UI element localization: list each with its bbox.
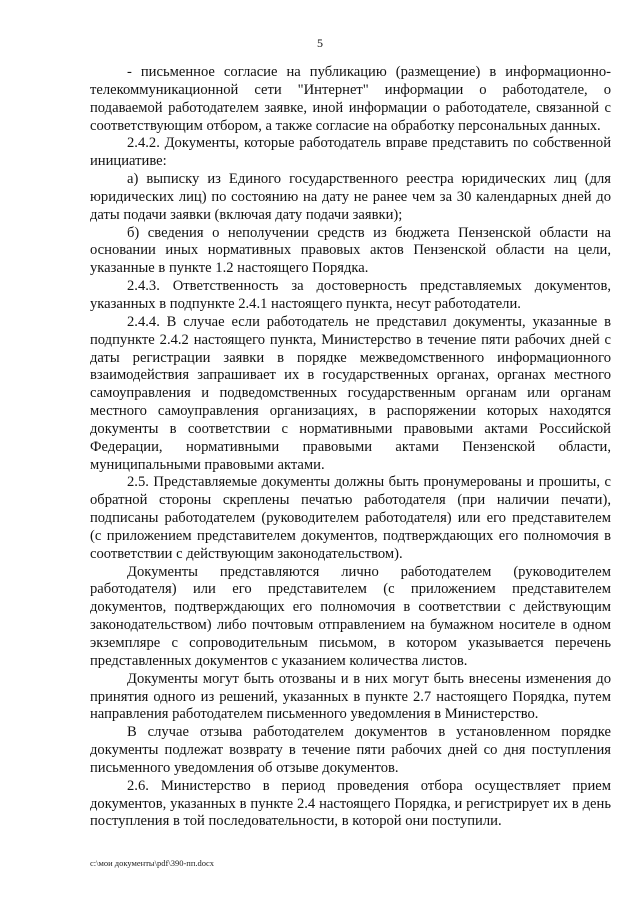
paragraph-consent-publication: - письменное согласие на публикацию (размещение) в информационно-телекоммуникационной сети "Интернет" информации о работодателе, о подаваемой работодателем заявке, иной информации о работодателе, связанной с соответствующим отбором, а также согласие на обработку персональных данных. bbox=[90, 64, 611, 134]
paragraph-2-5-submission: Документы представляются лично работодателем (руководителем работодателя) или его представителем (с приложением представителем документов, подтверждающих его полномочия в соответствии с действующим законодательством) либо почтовым отправлением на бумажном носителе в одном экземпляре с сопроводительным письмом, в котором указывается перечень представленных документов с указанием количества листов. bbox=[90, 563, 611, 669]
document-body bbox=[90, 64, 611, 831]
paragraph-2-4-4: 2.4.4. В случае если работодатель не представил документы, указанные в подпункте 2.4.2 настоящего пункта, Министерство в течение пяти рабочих дней с даты регистрации заявки в порядке межведомственного информационного взаимодействия запрашивает их в государственных органах, органах местного самоуправления и подведомственных государственным органам или органам местного самоуправления организациях, в распоряжении которых находятся документы в соответствии с нормативными правовыми актами Российской Федерации, нормативными правовыми актами Пензенской области, муниципальными правовыми актами. bbox=[90, 313, 611, 473]
paragraph-2-6: 2.6. Министерство в период проведения отбора осуществляет прием документов, указанных в пункте 2.4 настоящего Порядка, и регистрирует их в день поступления в той последовательности, в которой они поступили. bbox=[90, 777, 611, 830]
paragraph-2-5-return: В случае отзыва работодателем документов в установленном порядке документы подлежат возврату в течение пяти рабочих дней со дня поступления письменного уведомления об отзыве документов. bbox=[90, 724, 611, 776]
page-number: 5 bbox=[317, 36, 323, 50]
paragraph-2-5-withdrawal: Документы могут быть отозваны и в них могут быть внесены изменения до принятия одного из решений, указанных в пункте 2.7 настоящего Порядка, путем направления работодателем письменного уведомления в Министерство. bbox=[90, 670, 611, 723]
paragraph-2-4-3: 2.4.3. Ответственность за достоверность представляемых документов, указанных в подпункте 2.4.1 настоящего пункта, несут работодатели. bbox=[90, 278, 611, 312]
paragraph-2-4-2-a: а) выписку из Единого государственного реестра юридических лиц (для юридических лиц) по состоянию на дату не ранее чем за 30 календарных дней до даты подачи заявки (включая дату подачи заявки); bbox=[90, 171, 611, 223]
paragraph-2-4-2: 2.4.2. Документы, которые работодатель вправе представить по собственной инициативе: bbox=[90, 135, 611, 170]
footer-file-path: c:\мои документы\pdf\390-пп.docx bbox=[90, 858, 215, 868]
paragraph-2-4-2-b: б) сведения о неполучении средств из бюджета Пензенской области на основании иных нормативных правовых актов Пензенской области на цели, указанные в пункте 1.2 настоящего Порядка. bbox=[90, 224, 611, 277]
paragraph-2-5: 2.5. Представляемые документы должны быть пронумерованы и прошиты, с обратной стороны скреплены печатью работодателя (при наличии печати), подписаны работодателем (руководителем работодателя) или его представителем (с приложением представителем документов, подтверждающих его полномочия в соответствии с действующим законодательством). bbox=[90, 474, 611, 562]
